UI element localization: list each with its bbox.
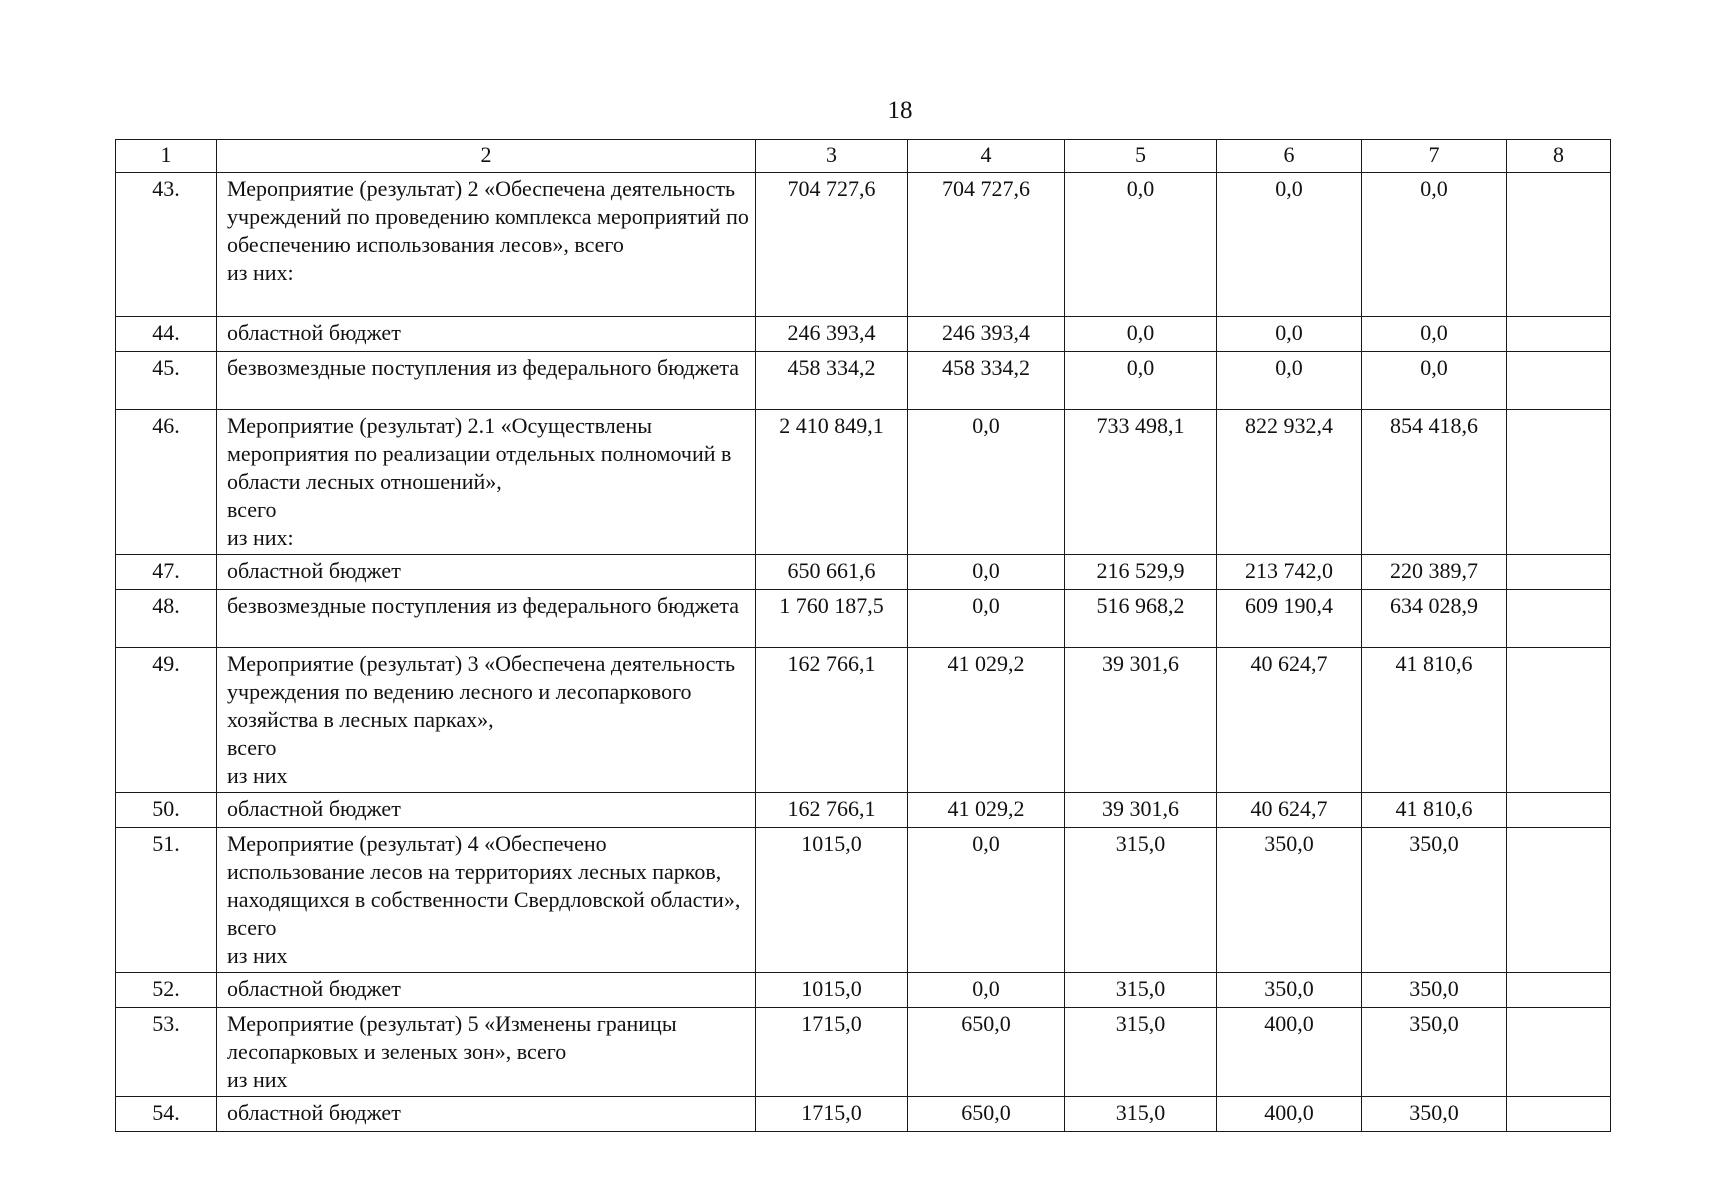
row-number-cell: 54. xyxy=(116,1097,217,1132)
row-number-cell: 46. xyxy=(116,410,217,555)
value-cell-4: 0,0 xyxy=(908,555,1065,590)
table-row xyxy=(116,555,1611,590)
value-cell-7: 634 028,9 xyxy=(1362,590,1507,648)
value-cell-6: 609 190,4 xyxy=(1217,590,1362,648)
value-cell-5: 733 498,1 xyxy=(1065,410,1217,555)
value-cell-5: 0,0 xyxy=(1065,173,1217,317)
row-number-cell: 49. xyxy=(116,648,217,793)
description-cell: областной бюджет xyxy=(217,1097,756,1132)
value-cell-5: 315,0 xyxy=(1065,973,1217,1008)
table-row xyxy=(116,410,1611,555)
value-cell-4: 704 727,6 xyxy=(908,173,1065,317)
value-cell-7: 41 810,6 xyxy=(1362,793,1507,828)
value-cell-3: 2 410 849,1 xyxy=(756,410,908,555)
description-cell: областной бюджет xyxy=(217,973,756,1008)
header-cell: 5 xyxy=(1065,140,1217,173)
header-cell: 3 xyxy=(756,140,908,173)
value-cell-8 xyxy=(1507,793,1611,828)
row-number-cell: 45. xyxy=(116,352,217,410)
description-cell: Мероприятие (результат) 5 «Изменены границы лесопарковых и зеленых зон», всего из них xyxy=(217,1008,756,1097)
value-cell-6: 822 932,4 xyxy=(1217,410,1362,555)
table-row xyxy=(116,793,1611,828)
value-cell-7: 220 389,7 xyxy=(1362,555,1507,590)
value-cell-6: 350,0 xyxy=(1217,828,1362,973)
row-number-cell: 44. xyxy=(116,317,217,352)
value-cell-6: 350,0 xyxy=(1217,973,1362,1008)
header-cell: 1 xyxy=(116,140,217,173)
value-cell-5: 516 968,2 xyxy=(1065,590,1217,648)
value-cell-4: 41 029,2 xyxy=(908,793,1065,828)
value-cell-8 xyxy=(1507,973,1611,1008)
description-cell: безвозмездные поступления из федерального бюджета xyxy=(217,590,756,648)
table-row xyxy=(116,317,1611,352)
value-cell-4: 0,0 xyxy=(908,410,1065,555)
description-cell: безвозмездные поступления из федерального бюджета xyxy=(217,352,756,410)
description-cell: Мероприятие (результат) 2 «Обеспечена деятельность учреждений по проведению комплекса мероприятий по обеспечению использования лесов», всего из них: xyxy=(217,173,756,317)
value-cell-8 xyxy=(1507,1097,1611,1132)
row-number-cell: 53. xyxy=(116,1008,217,1097)
row-number-cell: 51. xyxy=(116,828,217,973)
value-cell-3: 1015,0 xyxy=(756,828,908,973)
table-row xyxy=(116,352,1611,410)
description-cell: Мероприятие (результат) 4 «Обеспечено использование лесов на территориях лесных парков, находящихся в собственности Свердловской области», всего из них xyxy=(217,828,756,973)
table-row xyxy=(116,1097,1611,1132)
table-row xyxy=(116,648,1611,793)
value-cell-6: 0,0 xyxy=(1217,173,1362,317)
row-number-cell: 52. xyxy=(116,973,217,1008)
row-number-cell: 48. xyxy=(116,590,217,648)
description-cell: областной бюджет xyxy=(217,793,756,828)
table-row xyxy=(116,828,1611,973)
value-cell-3: 1715,0 xyxy=(756,1097,908,1132)
value-cell-7: 0,0 xyxy=(1362,317,1507,352)
table-row xyxy=(116,173,1611,317)
row-number-cell: 47. xyxy=(116,555,217,590)
header-cell: 4 xyxy=(908,140,1065,173)
value-cell-8 xyxy=(1507,648,1611,793)
value-cell-3: 246 393,4 xyxy=(756,317,908,352)
value-cell-3: 1 760 187,5 xyxy=(756,590,908,648)
table-row xyxy=(116,1008,1611,1097)
value-cell-5: 315,0 xyxy=(1065,1008,1217,1097)
value-cell-7: 41 810,6 xyxy=(1362,648,1507,793)
value-cell-3: 1015,0 xyxy=(756,973,908,1008)
value-cell-4: 41 029,2 xyxy=(908,648,1065,793)
value-cell-7: 350,0 xyxy=(1362,828,1507,973)
value-cell-6: 213 742,0 xyxy=(1217,555,1362,590)
value-cell-6: 400,0 xyxy=(1217,1008,1362,1097)
header-cell: 6 xyxy=(1217,140,1362,173)
value-cell-6: 400,0 xyxy=(1217,1097,1362,1132)
value-cell-5: 216 529,9 xyxy=(1065,555,1217,590)
value-cell-8 xyxy=(1507,410,1611,555)
value-cell-4: 650,0 xyxy=(908,1097,1065,1132)
value-cell-5: 39 301,6 xyxy=(1065,793,1217,828)
value-cell-7: 854 418,6 xyxy=(1362,410,1507,555)
value-cell-4: 246 393,4 xyxy=(908,317,1065,352)
value-cell-4: 0,0 xyxy=(908,828,1065,973)
value-cell-7: 350,0 xyxy=(1362,973,1507,1008)
value-cell-3: 650 661,6 xyxy=(756,555,908,590)
value-cell-8 xyxy=(1507,555,1611,590)
value-cell-5: 39 301,6 xyxy=(1065,648,1217,793)
value-cell-8 xyxy=(1507,173,1611,317)
header-cell: 2 xyxy=(217,140,756,173)
value-cell-5: 0,0 xyxy=(1065,352,1217,410)
value-cell-8 xyxy=(1507,590,1611,648)
value-cell-7: 0,0 xyxy=(1362,352,1507,410)
value-cell-4: 650,0 xyxy=(908,1008,1065,1097)
value-cell-4: 0,0 xyxy=(908,590,1065,648)
page-number: 18 xyxy=(887,97,913,124)
value-cell-7: 350,0 xyxy=(1362,1008,1507,1097)
value-cell-3: 162 766,1 xyxy=(756,793,908,828)
table-header-row xyxy=(116,140,1611,173)
value-cell-6: 40 624,7 xyxy=(1217,793,1362,828)
value-cell-3: 458 334,2 xyxy=(756,352,908,410)
value-cell-7: 0,0 xyxy=(1362,173,1507,317)
value-cell-8 xyxy=(1507,1008,1611,1097)
value-cell-6: 0,0 xyxy=(1217,352,1362,410)
value-cell-4: 458 334,2 xyxy=(908,352,1065,410)
value-cell-8 xyxy=(1507,352,1611,410)
value-cell-4: 0,0 xyxy=(908,973,1065,1008)
budget-table xyxy=(115,139,1611,1132)
header-cell: 8 xyxy=(1507,140,1611,173)
header-cell: 7 xyxy=(1362,140,1507,173)
table-row xyxy=(116,973,1611,1008)
value-cell-8 xyxy=(1507,828,1611,973)
value-cell-5: 315,0 xyxy=(1065,828,1217,973)
description-cell: Мероприятие (результат) 2.1 «Осуществлены мероприятия по реализации отдельных полномочий в области лесных отношений», всего из них: xyxy=(217,410,756,555)
table-row xyxy=(116,590,1611,648)
value-cell-7: 350,0 xyxy=(1362,1097,1507,1132)
row-number-cell: 43. xyxy=(116,173,217,317)
value-cell-3: 704 727,6 xyxy=(756,173,908,317)
value-cell-3: 1715,0 xyxy=(756,1008,908,1097)
row-number-cell: 50. xyxy=(116,793,217,828)
value-cell-5: 315,0 xyxy=(1065,1097,1217,1132)
table-body xyxy=(116,140,1611,1132)
value-cell-6: 0,0 xyxy=(1217,317,1362,352)
description-cell: областной бюджет xyxy=(217,317,756,352)
description-cell: Мероприятие (результат) 3 «Обеспечена деятельность учреждения по ведению лесного и лесопаркового хозяйства в лесных парках», всего из них xyxy=(217,648,756,793)
description-cell: областной бюджет xyxy=(217,555,756,590)
value-cell-3: 162 766,1 xyxy=(756,648,908,793)
value-cell-6: 40 624,7 xyxy=(1217,648,1362,793)
value-cell-8 xyxy=(1507,317,1611,352)
value-cell-5: 0,0 xyxy=(1065,317,1217,352)
